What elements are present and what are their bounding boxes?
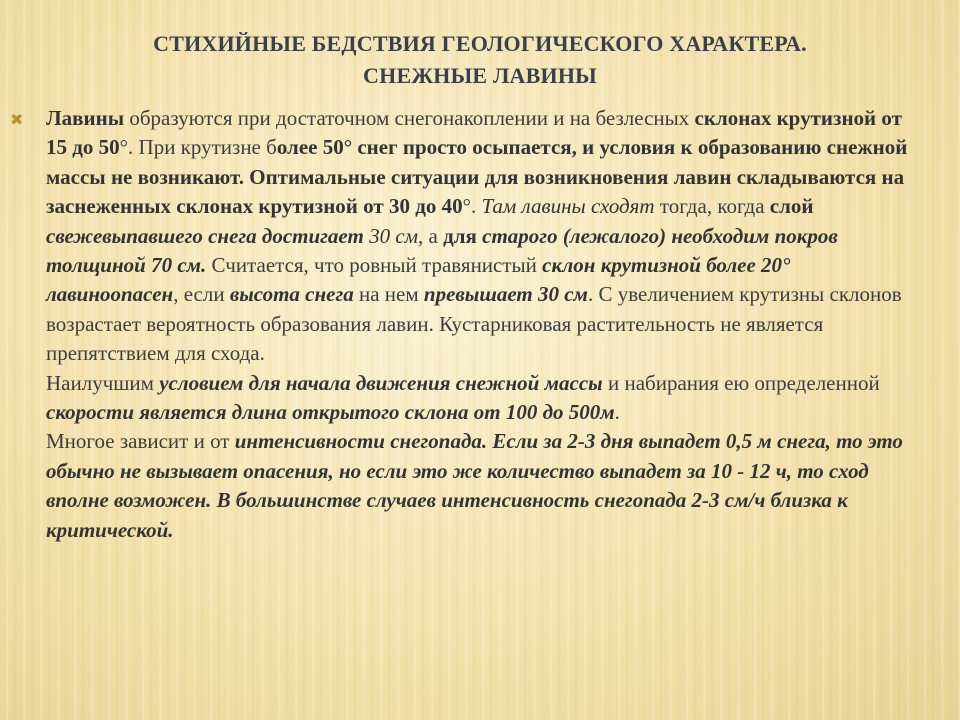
bold-italic-span: старого (лежалого) необходим покров толщиной 70 см. <box>46 223 838 278</box>
text-span: Многое зависит и от <box>46 429 235 454</box>
text-span: °. При крутизне б <box>119 135 277 160</box>
x-mark-bullet-icon: ✖ <box>10 110 24 129</box>
paragraph-2 <box>46 369 928 428</box>
bold-italic-span: склон крутизной более 20° лавиноопасен <box>46 253 791 307</box>
text-span: °. <box>462 194 482 219</box>
text-span: Наилучшим <box>46 370 160 395</box>
bold-italic-span: интенсивности снегопада. Если за 2-3 дня выпадет 0,5 м снега, то это обычно не вызывает опасения, но если это же количество выпадет за 10 - 12 ч, то сход вполне возможен. В большинстве случаев интенсивность снегопада 2-3 см/ч близка к критической. <box>46 429 903 542</box>
text-span: на нем <box>353 282 424 307</box>
slide-title <box>40 28 920 92</box>
text-span: образуются при достаточном снегонакоплении и на безлесных <box>124 106 695 130</box>
italic-span: Там лавины сходят <box>481 194 655 219</box>
italic-span: 30 см <box>363 223 419 248</box>
text-span: и набирания ею определенной <box>602 370 880 395</box>
term-avalanches: Лавины <box>46 106 125 130</box>
title-line-2: СНЕЖНЫЕ ЛАВИНЫ <box>363 63 597 88</box>
text-span: Считается, что ровный травянистый <box>206 253 543 278</box>
bullet-text <box>46 104 928 545</box>
bold-italic-span: превышает 30 см <box>423 282 588 307</box>
text-span: . С увеличением крутизны склонов возрастает вероятность образования лавин. Кустарниковая растительность не является препятствием для схода. <box>46 282 902 366</box>
emphasis-span: слой <box>769 194 814 219</box>
paragraph-3 <box>46 427 928 545</box>
emphasis-span: склонах крутизной от 15 до 50 <box>46 106 902 160</box>
emphasis-span: для <box>443 223 477 248</box>
bold-italic-span: условием для начала движения снежной массы <box>159 370 603 395</box>
emphasis-span: олее 50° снег просто осыпается, и условия к образованию снежной массы не возникают. Оптимальные ситуации для возникновения лавин складываются на заснеженных склонах крутизной от 30 до 40 <box>46 135 908 219</box>
text-span: , а <box>418 223 444 248</box>
text-span: . <box>614 400 620 425</box>
title-line-1: СТИХИЙНЫЕ БЕДСТВИЯ ГЕОЛОГИЧЕСКОГО ХАРАКТЕРА. <box>153 31 807 56</box>
text-span: тогда, когда <box>654 194 770 219</box>
bold-italic-span: скорости является длина открытого склона от 100 до 500м <box>46 400 615 425</box>
paragraph-1 <box>46 104 928 369</box>
bold-italic-span: свежевыпавшего снега достигает <box>46 223 364 248</box>
bold-italic-span: высота снега <box>229 282 354 307</box>
text-span: , если <box>173 282 230 307</box>
